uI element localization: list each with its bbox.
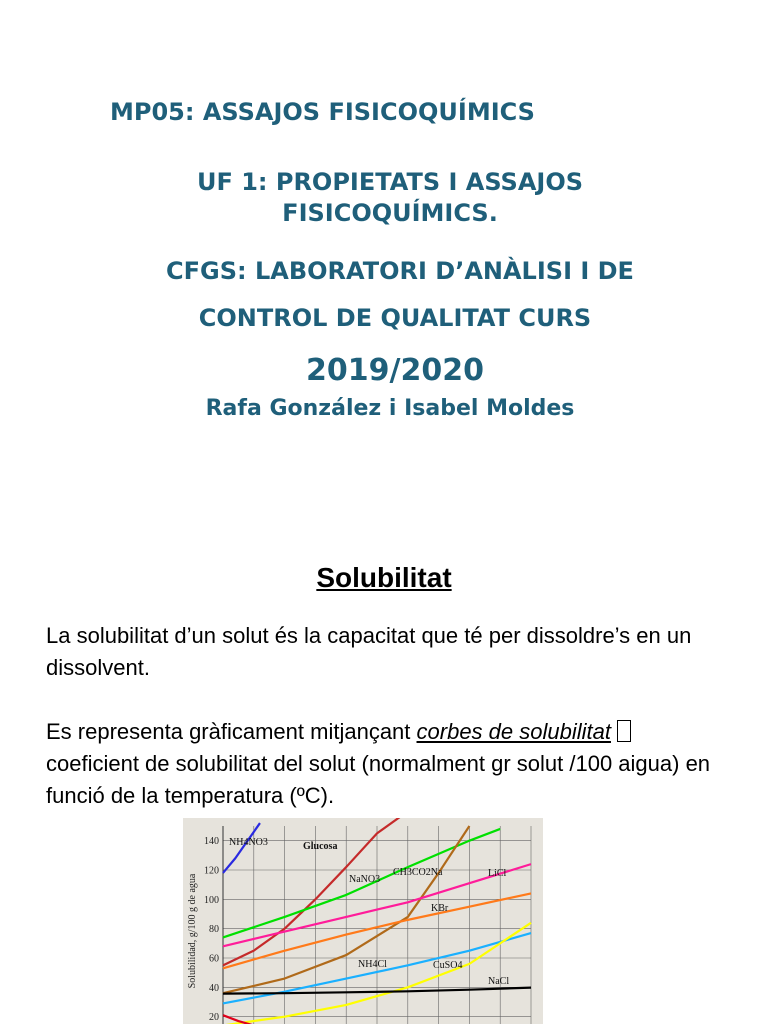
y-tick-label: 20	[209, 1012, 219, 1024]
paragraph-definition: La solubilitat d’un solut és la capacitat que té per dissoldre’s en un dissolvent.	[46, 623, 692, 680]
y-axis-label: Solubilidad, g/100 g de agua	[187, 873, 198, 989]
series-label-nano3: NaNO3	[349, 874, 381, 885]
series-label-nacl: NaCl	[488, 976, 510, 987]
y-tick-label: 100	[204, 894, 219, 906]
y-tick-label: 140	[204, 836, 219, 848]
y-tick-label: 80	[209, 924, 219, 936]
module-title: MP05: ASSAJOS FISICOQUÍMICS	[110, 98, 535, 126]
course-year: 2019/2020	[306, 353, 484, 388]
solubility-chart	[183, 818, 543, 1024]
y-tick-label: 60	[209, 953, 219, 965]
series-line-nh4no3	[223, 823, 260, 873]
y-tick-label: 40	[209, 982, 219, 994]
series-label-nh4cl: NH4Cl	[358, 959, 387, 970]
arrow-placeholder-icon	[617, 720, 631, 742]
para2-lead: Es representa gràficament mitjançant	[46, 719, 417, 744]
y-tick-label: 120	[204, 865, 219, 877]
series-label-glucosa: Glucosa	[303, 841, 338, 852]
authors: Rafa González i Isabel Moldes	[205, 396, 575, 421]
series-label-cuso4: CuSO4	[433, 960, 463, 971]
para2-tail: coeficient de solubilitat del solut (normalment gr solut /100 aigua) en funció de la temperatura (ºC).	[46, 751, 711, 808]
course-line-2: CONTROL DE QUALITAT CURS	[198, 304, 592, 332]
series-label-kbr: KBr	[431, 903, 449, 914]
paragraph-representation	[46, 716, 726, 812]
series-label-ch3co2na: CH3CO2Na	[393, 867, 443, 878]
series-label-licl: LiCl	[488, 868, 507, 879]
solubility-curves-term: corbes de solubilitat	[416, 719, 611, 744]
course-line-1: CFGS: LABORATORI D’ANÀLISI I DE	[166, 257, 634, 285]
solubility-chart-svg	[183, 818, 543, 1024]
section-title: Solubilitat	[316, 562, 452, 593]
unit-title: UF 1: PROPIETATS I ASSAJOS FISICOQUÍMICS.	[196, 168, 584, 227]
series-label-nh4no3: NH4NO3	[229, 837, 268, 848]
